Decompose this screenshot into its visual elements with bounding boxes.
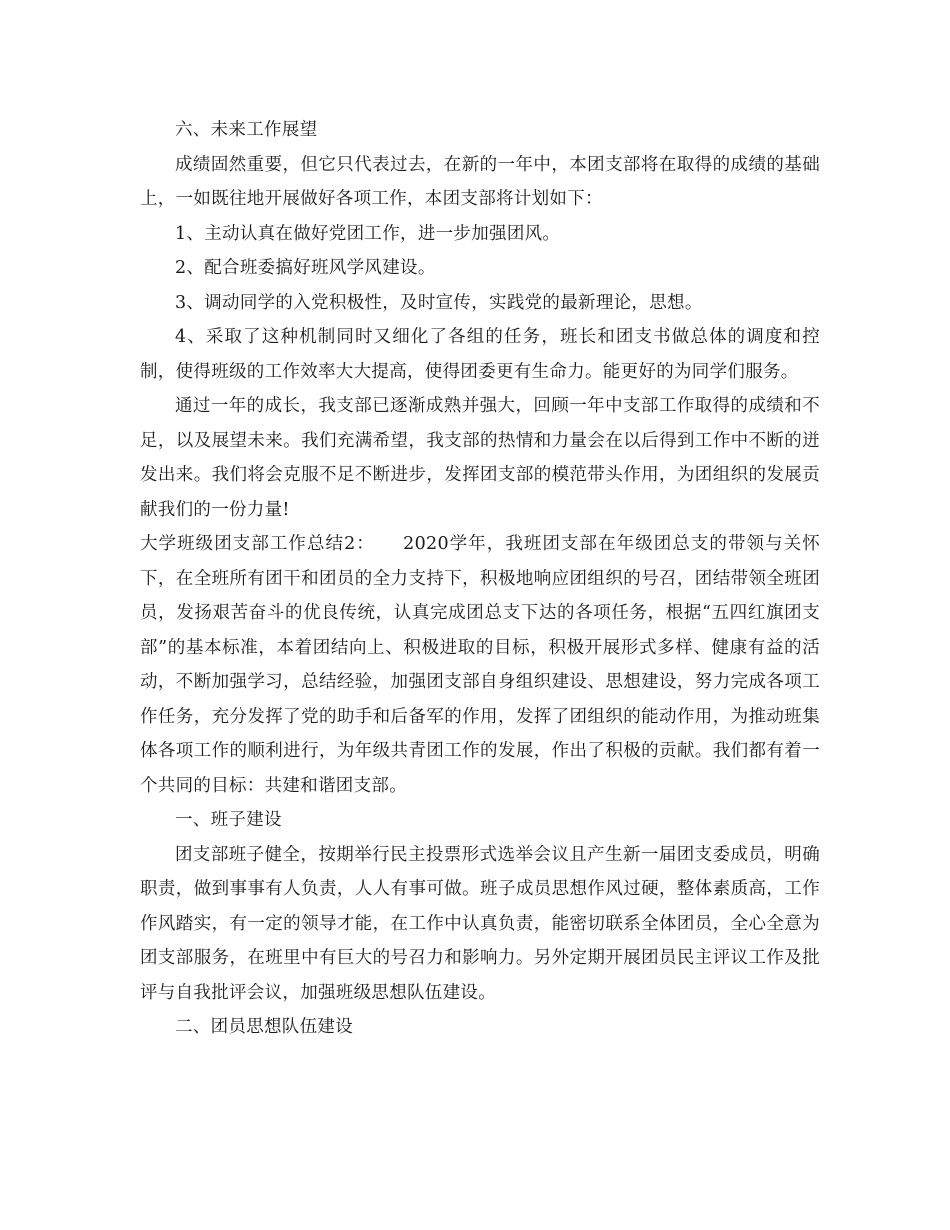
section-heading-team-building: 一、班子建设 <box>175 810 282 830</box>
section-heading-member-ideology: 二、团员思想队伍建设 <box>175 1017 353 1037</box>
body-paragraph: 成绩固然重要，但它只代表过去，在新的一年中，本团支部将在取得的成绩的基础上，一如既往地开展做好各项工作，本团支部将计划如下： <box>140 154 820 209</box>
summary-intro-paragraph: 大学班级团支部工作总结2： 2020学年，我班团支部在年级团总支的带领与关怀下，在全班所有团干和团员的全力支持下，积极地响应团组织的号召，团结带领全班团员，发扬艰苦奋斗的优良传统，认真完成团总支下达的各项任务，根据“五四红旗团支部”的基本标准，本着团结向上、积极进取的目标，积极开展形式多样、健康有益的活动，不断加强学习，总结经验，加强团支部自身组织建设、思想建设，努力完成各项工作任务，充分发挥了党的助手和后备军的作用，发挥了团组织的能动作用，为推动班集体各项工作的顺利进行，为年级共青团工作的发展，作出了积极的贡献。我们都有着一个共同的目标：共建和谐团支部。 <box>140 534 820 796</box>
document-body <box>140 113 820 1045</box>
list-item: 4、采取了这种机制同时又细化了各组的任务，班长和团支书做总体的调度和控制，使得班级的工作效率大大提高，使得团委更有生命力。能更好的为同学们服务。 <box>140 327 820 382</box>
list-item: 3、调动同学的入党积极性，及时宣传，实践党的最新理论，思想。 <box>175 292 703 313</box>
body-paragraph: 通过一年的成长，我支部已逐渐成熟并强大，回顾一年中支部工作取得的成绩和不足，以及展望未来。我们充满希望，我支部的热情和力量会在以后得到工作中不断的迸发出来。我们将会克服不足不断进步，发挥团支部的模范带头作用，为团组织的发展贡献我们的一份力量! <box>140 396 820 520</box>
list-item: 2、配合班委搞好班风学风建设。 <box>175 258 436 278</box>
list-item: 1、主动认真在做好党团工作，进一步加强团风。 <box>175 223 561 244</box>
section-heading-future-outlook: 六、未来工作展望 <box>175 120 318 140</box>
body-paragraph: 团支部班子健全，按期举行民主投票形式选举会议且产生新一届团支委成员，明确职责，做到事事有人负责，人人有事可做。班子成员思想作风过硬，整体素质高，工作作风踏实，有一定的领导才能，在工作中认真负责，能密切联系全体团员，全心全意为团支部服务，在班里中有巨大的号召力和影响力。另外定期开展团员民主评议工作及批评与自我批评会议，加强班级思想队伍建设。 <box>140 844 820 1003</box>
